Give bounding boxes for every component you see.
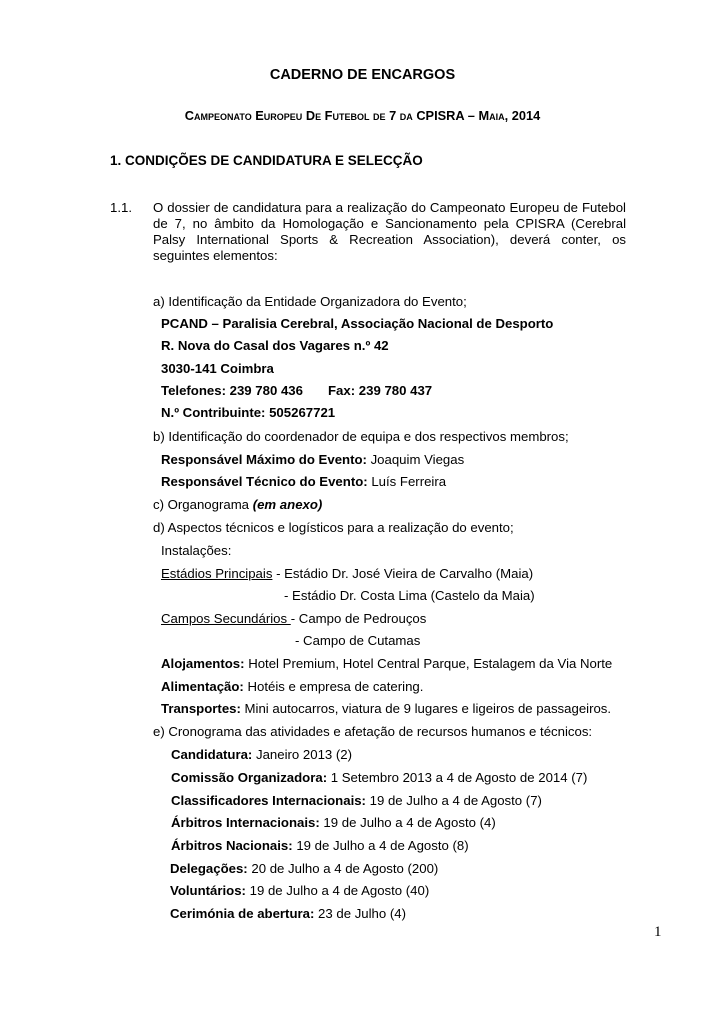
lodging-label: Alojamentos:	[161, 656, 245, 671]
schedule-value: 19 de Julho a 4 de Agosto (4)	[319, 815, 496, 830]
item-c-label: c) Organograma	[153, 497, 253, 512]
tech-responsible-value: Luís Ferreira	[367, 474, 447, 489]
max-responsible	[161, 452, 464, 468]
schedule-label: Cerimónia de abertura:	[170, 906, 315, 921]
subtitle-city: Maia	[478, 108, 505, 123]
subtitle-dash: –	[464, 108, 479, 123]
main-stadium-2: - Estádio Dr. Costa Lima (Castelo da Maia)	[284, 588, 535, 603]
secondary-fields-label: Campos Secundários	[161, 611, 291, 626]
entity-taxid: N.º Contribuinte: 505267721	[161, 405, 336, 420]
subtitle-event: Campeonato Europeu De Futebol de 7 da	[184, 108, 413, 123]
schedule-label: Candidatura:	[171, 747, 253, 762]
max-responsible-label: Responsável Máximo do Evento:	[161, 452, 367, 467]
schedule-row	[170, 883, 429, 899]
entity-phones: Telefones: 239 780 436	[161, 383, 303, 398]
schedule-label: Delegações:	[170, 861, 248, 876]
schedule-row	[171, 815, 496, 831]
item-e-label: e) Cronograma das atividades e afetação de recursos humanos e técnicos:	[153, 724, 593, 739]
schedule-value: 20 de Julho a 4 de Agosto (200)	[247, 861, 439, 876]
entity-fax: Fax: 239 780 437	[328, 383, 433, 398]
food	[161, 679, 423, 695]
schedule-row	[171, 747, 352, 763]
schedule-row	[171, 838, 469, 854]
schedule-label: Árbitros Internacionais:	[171, 815, 320, 830]
schedule-value: 1 Setembro 2013 a 4 de Agosto de 2014 (7)	[327, 770, 588, 785]
max-responsible-value: Joaquim Viegas	[366, 452, 465, 467]
entity-postal: 3030-141 Coimbra	[161, 361, 274, 376]
tech-responsible	[161, 474, 446, 490]
schedule-label: Voluntários:	[170, 883, 246, 898]
schedule-row	[170, 861, 438, 877]
schedule-label: Comissão Organizadora:	[171, 770, 328, 785]
transport-label: Transportes:	[161, 701, 241, 716]
item-number: 1.1.	[110, 200, 132, 215]
item-a-label: a) Identificação da Entidade Organizadora do Evento;	[153, 294, 467, 309]
item-c-note: (em anexo)	[252, 497, 323, 512]
lodging-value: Hotel Premium, Hotel Central Parque, Estalagem da Via Norte	[244, 656, 613, 671]
installations-label: Instalações:	[161, 543, 232, 558]
main-stadiums	[161, 566, 533, 582]
schedule-row	[170, 906, 406, 922]
schedule-label: Classificadores Internacionais:	[171, 793, 366, 808]
schedule-value: 19 de Julho a 4 de Agosto (7)	[365, 793, 542, 808]
main-stadiums-label: Estádios Principais	[161, 566, 273, 581]
page-number: 1	[654, 924, 662, 940]
secondary-field-2: - Campo de Cutamas	[295, 633, 421, 648]
food-label: Alimentação:	[161, 679, 244, 694]
schedule-label: Árbitros Nacionais:	[171, 838, 293, 853]
entity-address: R. Nova do Casal dos Vagares n.º 42	[161, 338, 389, 353]
item-d-label: d) Aspectos técnicos e logísticos para a realização do evento;	[153, 520, 514, 535]
schedule-value: 23 de Julho (4)	[314, 906, 407, 921]
tech-responsible-label: Responsável Técnico do Evento:	[161, 474, 368, 489]
schedule-value: Janeiro 2013 (2)	[252, 747, 353, 762]
lodging	[161, 656, 612, 672]
subtitle-year: , 2014	[504, 108, 541, 123]
schedule-value: 19 de Julho a 4 de Agosto (40)	[245, 883, 430, 898]
food-value: Hotéis e empresa de catering.	[243, 679, 424, 694]
schedule-row	[171, 793, 542, 809]
item-c	[153, 497, 322, 513]
item-paragraph: O dossier de candidatura para a realização do Campeonato Europeu de Futebol de 7, no âmbito da Homologação e Sancionamento pela CPISRA (Cerebral Palsy International Sports & Recreation Association), deverá conter, os seguintes elementos:	[153, 200, 626, 263]
entity-name: PCAND – Paralisia Cerebral, Associação Nacional de Desporto	[161, 316, 554, 331]
transport-value: Mini autocarros, viatura de 9 lugares e ligeiros de passageiros.	[240, 701, 612, 716]
document-subtitle	[0, 108, 725, 124]
item-b-label: b) Identificação do coordenador de equipa e dos respectivos membros;	[153, 429, 569, 444]
subtitle-org: CPISRA	[416, 108, 465, 123]
transport	[161, 701, 611, 717]
schedule-value: 19 de Julho a 4 de Agosto (8)	[292, 838, 469, 853]
document-title: CADERNO DE ENCARGOS	[269, 67, 456, 83]
secondary-field-1: - Campo de Pedrouços	[290, 611, 427, 626]
schedule-row	[171, 770, 587, 786]
section-heading: 1. CONDIÇÕES DE CANDIDATURA E SELECÇÃO	[110, 153, 423, 168]
main-stadium-1: - Estádio Dr. José Vieira de Carvalho (Maia)	[272, 566, 534, 581]
secondary-fields	[161, 611, 426, 627]
